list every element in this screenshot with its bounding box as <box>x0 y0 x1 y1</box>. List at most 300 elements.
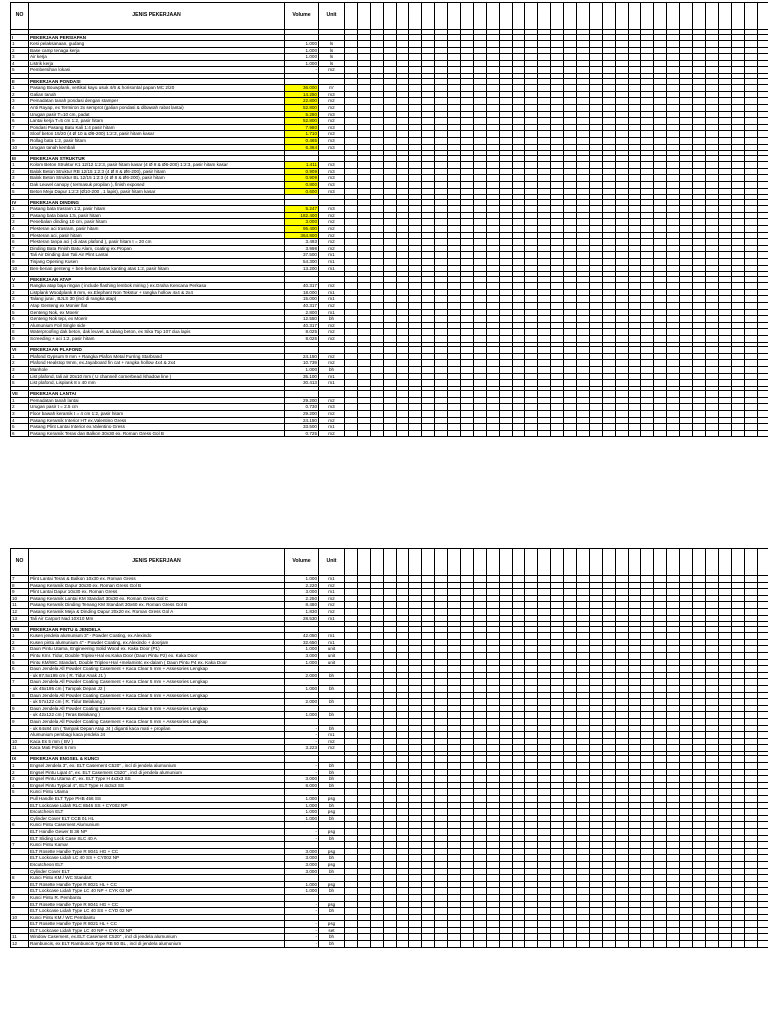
grid-cell <box>615 633 628 640</box>
grid-cell <box>499 686 512 693</box>
grid-cell <box>409 137 422 144</box>
grid-cell <box>538 78 551 85</box>
grid-cell <box>564 67 577 74</box>
grid-cell <box>615 855 628 862</box>
grid-cell <box>667 360 680 367</box>
grid-cell <box>602 639 615 646</box>
item-number: 9 <box>11 705 29 712</box>
grid-cell <box>615 417 628 424</box>
grid-cell <box>461 111 474 118</box>
grid-cell <box>744 692 757 699</box>
grid-cell <box>718 626 731 633</box>
grid-cell <box>718 347 731 354</box>
grid-cell <box>693 679 706 686</box>
grid-cell <box>370 646 383 653</box>
grid-cell <box>461 380 474 387</box>
grid-cell <box>396 41 409 48</box>
grid-cell <box>512 633 525 640</box>
grid-cell <box>461 927 474 934</box>
grid-cell <box>731 789 744 796</box>
grid-cell <box>641 927 654 934</box>
grid-cell <box>731 927 744 934</box>
volume-cell: - <box>285 725 319 732</box>
grid-cell <box>680 809 693 816</box>
grid-cell <box>357 589 370 596</box>
item-number: 9 <box>11 336 29 343</box>
item-number: 5 <box>11 67 29 74</box>
grid-cell <box>409 692 422 699</box>
grid-cell <box>654 835 667 842</box>
grid-cell <box>473 296 486 303</box>
grid-cell <box>757 769 768 776</box>
grid-cell <box>409 868 422 875</box>
grid-cell <box>473 679 486 686</box>
grid-cell <box>589 686 602 693</box>
grid-cell <box>680 712 693 719</box>
grid-cell <box>461 265 474 272</box>
grid-cell <box>718 276 731 283</box>
grid-cell <box>499 659 512 666</box>
grid-cell <box>345 316 358 323</box>
grid-cell <box>448 934 461 941</box>
grid-cell <box>499 316 512 323</box>
grid-cell <box>680 894 693 901</box>
work-description: Alumunium pembagi kaca jendela J4 <box>29 732 285 739</box>
grid-cell <box>744 633 757 640</box>
grid-cell <box>744 549 757 576</box>
grid-cell <box>641 901 654 908</box>
grid-cell <box>757 373 768 380</box>
grid-cell <box>564 219 577 226</box>
grid-cell <box>680 921 693 928</box>
grid-cell <box>422 868 435 875</box>
grid-cell <box>448 336 461 343</box>
grid-cell <box>473 796 486 803</box>
grid-cell <box>628 602 641 609</box>
grid-cell <box>628 353 641 360</box>
grid-cell <box>693 316 706 323</box>
grid-cell <box>357 848 370 855</box>
grid-cell <box>512 901 525 908</box>
grid-cell <box>538 589 551 596</box>
grid-cell <box>680 639 693 646</box>
grid-cell <box>435 763 448 770</box>
grid-cell <box>370 855 383 862</box>
item-number: 5 <box>11 188 29 195</box>
grid-cell <box>718 633 731 640</box>
grid-cell <box>538 41 551 48</box>
grid-cell <box>409 796 422 803</box>
unit-cell: m3 <box>319 206 345 213</box>
grid-cell <box>486 60 499 67</box>
grid-cell <box>654 366 667 373</box>
grid-cell <box>564 914 577 921</box>
grid-cell <box>551 712 564 719</box>
grid-cell <box>551 589 564 596</box>
grid-cell <box>512 822 525 829</box>
grid-cell <box>435 659 448 666</box>
grid-cell <box>473 168 486 175</box>
grid-cell <box>409 188 422 195</box>
grid-cell <box>357 175 370 182</box>
grid-cell <box>370 296 383 303</box>
grid-cell <box>654 763 667 770</box>
grid-cell <box>435 144 448 151</box>
grid-cell <box>473 672 486 679</box>
grid-cell <box>499 289 512 296</box>
grid-cell <box>383 881 396 888</box>
grid-cell <box>757 855 768 862</box>
volume-cell: 364.800 <box>285 232 319 239</box>
grid-cell <box>345 309 358 316</box>
grid-cell <box>461 666 474 673</box>
grid-cell <box>589 60 602 67</box>
grid-cell <box>461 91 474 98</box>
grid-cell <box>435 692 448 699</box>
grid-cell <box>654 78 667 85</box>
grid-cell <box>486 309 499 316</box>
grid-cell <box>654 718 667 725</box>
table-row <box>11 144 768 151</box>
grid-cell <box>409 424 422 431</box>
grid-cell <box>499 639 512 646</box>
grid-cell <box>538 672 551 679</box>
grid-cell <box>641 78 654 85</box>
grid-cell <box>654 894 667 901</box>
grid-cell <box>473 111 486 118</box>
grid-cell <box>731 410 744 417</box>
grid-cell <box>525 848 538 855</box>
grid-cell <box>718 888 731 895</box>
work-description: Screeding + aci 1:2, pasir hitam <box>29 336 285 343</box>
grid-cell <box>357 404 370 411</box>
grid-cell <box>551 582 564 589</box>
grid-cell <box>396 796 409 803</box>
grid-cell <box>345 226 358 233</box>
grid-cell <box>589 769 602 776</box>
grid-cell <box>435 626 448 633</box>
grid-cell <box>641 252 654 259</box>
grid-cell <box>370 699 383 706</box>
grid-cell <box>473 417 486 424</box>
grid-cell <box>667 646 680 653</box>
grid-cell <box>628 347 641 354</box>
grid-cell <box>383 776 396 783</box>
grid-cell <box>705 776 718 783</box>
grid-cell <box>731 756 744 763</box>
grid-cell <box>589 131 602 138</box>
grid-cell <box>357 104 370 111</box>
grid-cell <box>589 934 602 941</box>
grid-cell <box>551 921 564 928</box>
grid-cell <box>693 692 706 699</box>
grid-cell <box>435 168 448 175</box>
grid-cell <box>641 336 654 343</box>
grid-cell <box>577 705 590 712</box>
work-description: Pasang bata trasram 1:2, pasir hitam <box>29 206 285 213</box>
volume-cell: 182.400 <box>285 212 319 219</box>
grid-cell <box>577 576 590 583</box>
grid-cell <box>370 796 383 803</box>
volume-cell: - <box>285 763 319 770</box>
grid-cell <box>486 104 499 111</box>
grid-cell <box>383 380 396 387</box>
grid-cell <box>370 124 383 131</box>
grid-cell <box>577 769 590 776</box>
grid-cell <box>654 309 667 316</box>
grid-cell <box>486 3 499 30</box>
unit-cell: psg <box>319 861 345 868</box>
grid-cell <box>370 589 383 596</box>
grid-cell <box>628 162 641 169</box>
grid-cell <box>538 908 551 915</box>
grid-cell <box>744 576 757 583</box>
work-description: Plesteran aci, pasir hitam <box>29 232 285 239</box>
grid-cell <box>383 679 396 686</box>
grid-cell <box>602 144 615 151</box>
grid-cell <box>422 639 435 646</box>
grid-cell <box>370 397 383 404</box>
grid-cell <box>409 60 422 67</box>
grid-cell <box>370 289 383 296</box>
grid-cell <box>757 91 768 98</box>
grid-cell <box>486 776 499 783</box>
grid-cell <box>473 699 486 706</box>
grid-cell <box>654 842 667 849</box>
grid-cell <box>564 199 577 206</box>
grid-cell <box>757 666 768 673</box>
grid-cell <box>602 576 615 583</box>
grid-cell <box>396 181 409 188</box>
grid-cell <box>680 366 693 373</box>
grid-cell <box>757 98 768 105</box>
grid-cell <box>680 927 693 934</box>
grid-cell <box>744 47 757 54</box>
grid-cell <box>564 155 577 162</box>
grid-cell <box>744 914 757 921</box>
grid-cell <box>628 776 641 783</box>
grid-cell <box>551 168 564 175</box>
grid-cell <box>512 789 525 796</box>
grid-cell <box>589 430 602 437</box>
grid-cell <box>396 316 409 323</box>
grid-cell <box>422 336 435 343</box>
grid-cell <box>461 188 474 195</box>
grid-cell <box>512 705 525 712</box>
grid-cell <box>461 34 474 41</box>
grid-cell <box>525 245 538 252</box>
grid-cell <box>473 633 486 640</box>
grid-cell <box>383 34 396 41</box>
grid-cell <box>435 934 448 941</box>
grid-cell <box>486 712 499 719</box>
grid-cell <box>525 104 538 111</box>
grid-cell <box>396 881 409 888</box>
grid-cell <box>409 639 422 646</box>
grid-cell <box>628 626 641 633</box>
grid-cell <box>499 828 512 835</box>
item-number: 8 <box>11 329 29 336</box>
grid-cell <box>525 41 538 48</box>
grid-cell <box>409 124 422 131</box>
grid-cell <box>435 296 448 303</box>
grid-cell <box>499 41 512 48</box>
grid-cell <box>525 908 538 915</box>
grid-cell <box>448 188 461 195</box>
grid-cell <box>512 745 525 752</box>
grid-cell <box>757 595 768 602</box>
grid-cell <box>409 934 422 941</box>
grid-cell <box>718 391 731 398</box>
grid-cell <box>577 745 590 752</box>
table-row <box>11 353 768 360</box>
grid-cell <box>345 232 358 239</box>
grid-cell <box>396 653 409 660</box>
grid-cell <box>461 881 474 888</box>
grid-cell <box>538 881 551 888</box>
grid-cell <box>577 276 590 283</box>
grid-cell <box>396 104 409 111</box>
grid-cell <box>512 881 525 888</box>
grid-cell <box>473 316 486 323</box>
grid-cell <box>357 85 370 92</box>
grid-cell <box>370 91 383 98</box>
grid-cell <box>693 595 706 602</box>
grid-cell <box>693 360 706 367</box>
grid-cell <box>602 861 615 868</box>
grid-cell <box>577 718 590 725</box>
grid-cell <box>589 718 602 725</box>
grid-cell <box>448 881 461 888</box>
grid-cell <box>448 397 461 404</box>
work-description: Pasang Plint Lantai Interior ex.Valentino Gress <box>29 424 285 431</box>
grid-cell <box>473 232 486 239</box>
volume-cell <box>285 756 319 763</box>
grid-cell <box>370 168 383 175</box>
grid-cell <box>757 226 768 233</box>
grid-cell <box>435 653 448 660</box>
grid-cell <box>602 404 615 411</box>
grid-cell <box>718 34 731 41</box>
grid-cell <box>615 861 628 868</box>
grid-cell <box>461 181 474 188</box>
grid-cell <box>641 239 654 246</box>
grid-cell <box>461 855 474 862</box>
grid-cell <box>667 168 680 175</box>
grid-cell <box>577 842 590 849</box>
work-description: Pasang Keramik Lantai KM Standart 30x30 ex. Roman Gress Gol C <box>29 595 285 602</box>
grid-cell <box>680 549 693 576</box>
grid-cell <box>731 404 744 411</box>
grid-cell <box>461 908 474 915</box>
grid-cell <box>705 908 718 915</box>
grid-cell <box>422 353 435 360</box>
grid-cell <box>615 582 628 589</box>
grid-cell <box>757 309 768 316</box>
grid-cell <box>667 430 680 437</box>
grid-cell <box>654 646 667 653</box>
grid-cell <box>461 259 474 266</box>
volume-cell: 22.800 <box>285 98 319 105</box>
grid-cell <box>654 175 667 182</box>
grid-cell <box>602 296 615 303</box>
grid-cell <box>448 633 461 640</box>
grid-cell <box>383 78 396 85</box>
grid-cell <box>564 137 577 144</box>
grid-cell <box>422 303 435 310</box>
grid-cell <box>525 756 538 763</box>
grid-cell <box>409 104 422 111</box>
grid-cell <box>654 595 667 602</box>
grid-cell <box>409 329 422 336</box>
grid-cell <box>525 828 538 835</box>
grid-cell <box>525 842 538 849</box>
grid-cell <box>499 309 512 316</box>
grid-cell <box>589 232 602 239</box>
grid-cell <box>589 322 602 329</box>
work-description: Talang jurai , BJLS 30 (incl di rangka atap) <box>29 296 285 303</box>
unit-cell: m2 <box>319 353 345 360</box>
grid-cell <box>589 589 602 596</box>
grid-cell <box>396 725 409 732</box>
grid-cell <box>680 245 693 252</box>
volume-cell: 40.317 <box>285 283 319 290</box>
grid-cell <box>705 3 718 30</box>
grid-cell <box>461 653 474 660</box>
grid-cell <box>731 104 744 111</box>
grid-cell <box>744 842 757 849</box>
unit-cell: m1 <box>319 309 345 316</box>
grid-cell <box>589 336 602 343</box>
grid-cell <box>345 3 358 30</box>
table-row <box>11 914 768 921</box>
table-row <box>11 397 768 404</box>
grid-cell <box>370 549 383 576</box>
grid-cell <box>448 941 461 948</box>
grid-cell <box>564 738 577 745</box>
grid-cell <box>499 894 512 901</box>
grid-cell <box>667 828 680 835</box>
grid-cell <box>396 226 409 233</box>
volume-cell <box>285 692 319 699</box>
grid-cell <box>345 417 358 424</box>
grid-cell <box>435 131 448 138</box>
volume-cell: 3.000 <box>285 861 319 868</box>
grid-cell <box>744 54 757 61</box>
volume-cell: 40.317 <box>285 322 319 329</box>
grid-cell <box>564 608 577 615</box>
section-title: PEKERJAAN PLAFOND <box>29 347 285 354</box>
grid-cell <box>705 646 718 653</box>
grid-cell <box>435 602 448 609</box>
work-description: Floor bawah keramik t = 4 cm 1:2, pasir hitam <box>29 410 285 417</box>
grid-cell <box>680 232 693 239</box>
grid-cell <box>564 54 577 61</box>
grid-cell <box>461 322 474 329</box>
grid-cell <box>602 646 615 653</box>
section-number: IV <box>11 199 29 206</box>
grid-cell <box>448 576 461 583</box>
grid-cell <box>525 219 538 226</box>
section-number: IX <box>11 756 29 763</box>
grid-cell <box>564 653 577 660</box>
grid-cell <box>718 589 731 596</box>
grid-cell <box>680 34 693 41</box>
grid-cell <box>435 679 448 686</box>
grid-cell <box>383 353 396 360</box>
grid-cell <box>486 239 499 246</box>
grid-cell <box>744 206 757 213</box>
